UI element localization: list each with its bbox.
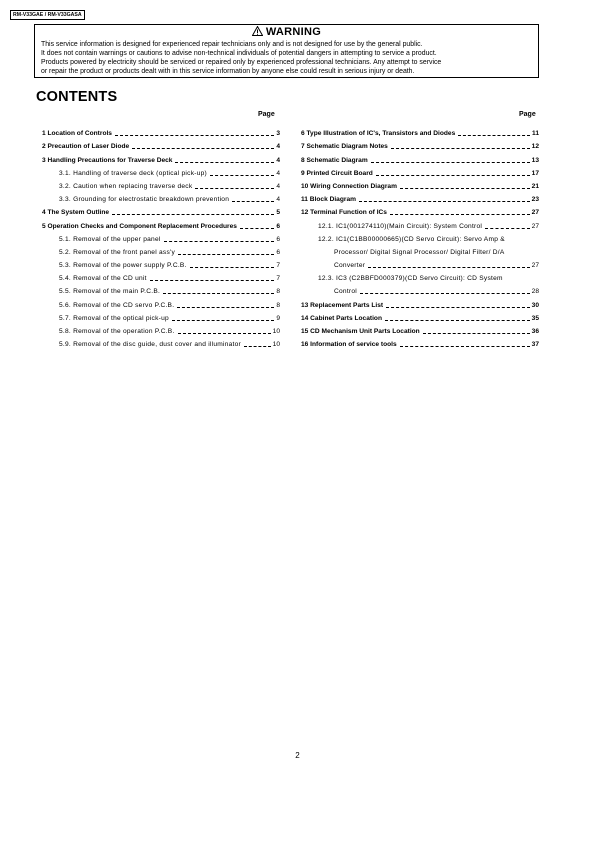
- toc-entry-page: 6: [276, 248, 280, 256]
- toc-entry[interactable]: [301, 126, 539, 139]
- toc-entry-page: 27: [531, 262, 539, 270]
- toc-leader-dots: [240, 228, 274, 229]
- page-header-right: Page: [519, 111, 536, 118]
- toc-entry-page: 4: [276, 196, 280, 204]
- page-header-left: Page: [258, 111, 275, 118]
- toc-entry[interactable]: [301, 311, 539, 324]
- toc-leader-dots: [458, 135, 530, 136]
- toc-entry[interactable]: [42, 258, 280, 271]
- toc-leader-dots: [359, 201, 530, 202]
- toc-entry-title: 13 Replacement Parts List: [301, 301, 384, 309]
- toc-leader-dots: [244, 346, 271, 347]
- toc-entry-title: 3 Handling Precautions for Traverse Deck: [42, 156, 173, 164]
- toc-leader-dots: [210, 175, 274, 176]
- toc-entry-title: 15 CD Mechanism Unit Parts Location: [301, 328, 420, 335]
- warning-header: [35, 26, 538, 38]
- toc-entry-title: 16 Information of service tools: [301, 341, 397, 349]
- toc-entry-title: 12.3. IC3 (C2BBFD000379)(CD Servo Circuit): CD System: [318, 275, 503, 283]
- toc-entry[interactable]: [42, 218, 280, 231]
- toc-entry-title: 14 Cabinet Parts Location: [301, 314, 382, 322]
- toc-entry-title: 2 Precaution of Laser Diode: [42, 143, 130, 151]
- toc-leader-dots: [368, 267, 529, 268]
- toc-entry-title: 3.1. Handling of traverse deck (optical pick-up): [59, 169, 207, 177]
- toc-entry[interactable]: [42, 205, 280, 218]
- toc-entry[interactable]: [301, 324, 539, 337]
- toc-entry-title: 12.2. IC1(C1BB00000665)(CD Servo Circuit): Servo Amp &: [318, 235, 505, 243]
- toc-entry[interactable]: [42, 337, 280, 350]
- warning-triangle-icon: [252, 26, 263, 36]
- toc-entry-title: 3.3. Grounding for electrostatic breakdown prevention: [59, 196, 230, 204]
- toc-entry-page: 27: [531, 209, 539, 217]
- toc-leader-dots: [400, 188, 530, 189]
- toc-entry[interactable]: [42, 179, 280, 192]
- page-number: 2: [295, 751, 300, 760]
- toc-entry[interactable]: [301, 284, 539, 297]
- toc-entry[interactable]: [42, 166, 280, 179]
- toc-leader-dots: [391, 148, 530, 149]
- toc-entry-page: 36: [531, 328, 539, 335]
- toc-entry[interactable]: [301, 271, 539, 284]
- toc-leader-dots: [386, 307, 530, 308]
- toc-leader-dots: [376, 175, 530, 176]
- toc-entry-title: 5.6. Removal of the CD servo P.C.B.: [59, 301, 175, 309]
- toc-entry-title: 12.1. IC1(001274110)(Main Circuit): System Control: [318, 222, 483, 230]
- toc-entry-page: 27: [531, 222, 539, 230]
- toc-entry-page: 4: [276, 169, 280, 177]
- toc-entry-page: 3: [276, 130, 280, 138]
- toc-entry-title: 4 The System Outline: [42, 209, 110, 217]
- toc-leader-dots: [150, 280, 275, 281]
- toc-entry-page: 10: [272, 328, 280, 335]
- toc-leader-dots: [132, 148, 274, 149]
- toc-entry[interactable]: [301, 218, 539, 231]
- toc-entry-title: Processor/ Digital Signal Processor/ Digital Filter/ D/A: [334, 248, 505, 256]
- toc-leader-dots: [115, 135, 274, 136]
- toc-entry-page: 11: [532, 130, 539, 138]
- warning-line: This service information is designed for experienced repair technicians only and is not designed for use by the general public.: [41, 41, 423, 48]
- contents-title: CONTENTS: [36, 89, 118, 105]
- toc-entry-page: 7: [276, 262, 280, 270]
- toc-entry-page: 30: [531, 301, 539, 309]
- toc-leader-dots: [175, 162, 274, 163]
- toc-leader-dots: [195, 188, 274, 189]
- toc-entry-title: 5.1. Removal of the upper panel: [59, 235, 161, 243]
- warning-text: [41, 40, 534, 76]
- toc-entry-title: 5.3. Removal of the power supply P.C.B.: [59, 262, 187, 270]
- toc-entry-page: 6: [276, 235, 280, 243]
- toc-entry[interactable]: [301, 337, 539, 350]
- toc-entry[interactable]: [301, 297, 539, 310]
- toc-entry-title: Control: [334, 288, 358, 296]
- toc-entry-title: 6 Type Illustration of IC's, Transistors and Diodes: [301, 130, 456, 138]
- toc-entry[interactable]: [301, 258, 539, 271]
- toc-leader-dots: [164, 241, 275, 242]
- toc-entry-page: 13: [531, 156, 539, 164]
- toc-entry[interactable]: [301, 192, 539, 205]
- toc-entry-page: 4: [276, 182, 280, 190]
- toc-entry-page: 12: [531, 143, 539, 151]
- toc-entry[interactable]: [301, 205, 539, 218]
- toc-leader-dots: [232, 201, 274, 202]
- toc-entry[interactable]: [301, 152, 539, 165]
- toc-leader-dots: [177, 307, 274, 308]
- toc-entry-title: 3.2. Caution when replacing traverse deck: [59, 182, 193, 190]
- toc-entry-page: 10: [272, 341, 280, 349]
- toc-entry[interactable]: [42, 271, 280, 284]
- toc-entry-title: 7 Schematic Diagram Notes: [301, 143, 388, 151]
- toc-left-column: [42, 126, 280, 350]
- toc-entry[interactable]: [42, 311, 280, 324]
- toc-entry-page: 7: [276, 275, 280, 283]
- toc-leader-dots: [178, 333, 271, 334]
- toc-entry[interactable]: [301, 139, 539, 152]
- toc-leader-dots: [190, 267, 275, 268]
- toc-leader-dots: [385, 320, 530, 321]
- toc-leader-dots: [423, 333, 530, 334]
- toc-entry[interactable]: [42, 297, 280, 310]
- warning-box: [34, 24, 539, 78]
- warning-line: It does not contain warnings or cautions to advise non-technical individuals of potential dangers in attempting to service a product.: [41, 50, 437, 57]
- toc-leader-dots: [400, 346, 530, 347]
- toc-entry[interactable]: [42, 139, 280, 152]
- toc-entry[interactable]: [42, 192, 280, 205]
- toc-leader-dots: [360, 293, 530, 294]
- warning-line: or repair the product or products dealt with in this service information by anyone else could result in serious injury or death.: [41, 68, 415, 75]
- toc-entry-title: 11 Block Diagram: [301, 196, 356, 204]
- toc-leader-dots: [112, 214, 274, 215]
- toc-entry[interactable]: [301, 166, 539, 179]
- toc-entry-page: 4: [276, 143, 280, 151]
- toc-entry-page: 28: [531, 288, 539, 296]
- toc-entry[interactable]: [42, 152, 280, 165]
- toc-entry-title: 1 Location of Controls: [42, 130, 112, 138]
- toc-entry[interactable]: [42, 232, 280, 245]
- toc-entry-title: 8 Schematic Diagram: [301, 156, 368, 164]
- toc-entry[interactable]: [301, 232, 539, 245]
- toc-leader-dots: [172, 320, 274, 321]
- toc-entry-page: 6: [276, 222, 280, 230]
- toc-leader-dots: [390, 214, 530, 215]
- toc-entry-title: 5.4. Removal of the CD unit: [59, 275, 147, 283]
- toc-entry-page: 5: [276, 209, 280, 217]
- toc-entry-page: 21: [531, 182, 539, 190]
- model-tag: RM-V33GAE / RM-V33GASA: [10, 10, 85, 20]
- toc-entry-title: 5.5. Removal of the main P.C.B.: [59, 288, 161, 296]
- toc-entry-page: 23: [531, 196, 539, 204]
- toc-entry-page: 35: [531, 314, 539, 322]
- toc-entry[interactable]: [42, 324, 280, 337]
- toc-entry-page: 37: [531, 341, 539, 349]
- toc-entry[interactable]: [42, 284, 280, 297]
- toc-leader-dots: [371, 162, 530, 163]
- toc-entry-page: 4: [276, 156, 280, 164]
- toc-entry-title: 12 Terminal Function of ICs: [301, 209, 387, 217]
- toc-entry-page: 8: [276, 288, 280, 296]
- toc-leader-dots: [485, 228, 530, 229]
- toc-leader-dots: [163, 293, 274, 294]
- warning-line: Products powered by electricity should be serviced or repaired only by experienced professional technicians. Any attempt to service: [41, 59, 442, 66]
- toc-entry-page: 9: [276, 314, 280, 322]
- warning-title: WARNING: [265, 26, 322, 38]
- toc-entry[interactable]: [301, 179, 539, 192]
- toc-entry-page: 8: [276, 301, 280, 309]
- toc-entry-title: 5.9. Removal of the disc guide, dust cover and illuminator: [59, 341, 241, 349]
- toc-leader-dots: [178, 254, 274, 255]
- toc-right-column: [301, 126, 539, 350]
- toc-entry[interactable]: [42, 245, 280, 258]
- toc-entry-title: 5 Operation Checks and Component Replacement Procedures: [42, 222, 237, 230]
- toc-entry[interactable]: [301, 245, 539, 258]
- toc-entry-title: 10 Wiring Connection Diagram: [301, 182, 397, 190]
- toc-entry-page: 17: [531, 169, 539, 177]
- toc-entry-title: Converter: [334, 262, 366, 270]
- toc-entry[interactable]: [42, 126, 280, 139]
- toc-entry-title: 9 Printed Circuit Board: [301, 169, 373, 177]
- toc-entry-title: 5.7. Removal of the optical pick-up: [59, 314, 169, 322]
- toc-entry-title: 5.2. Removal of the front panel ass'y: [59, 248, 176, 256]
- toc-entry-title: 5.8. Removal of the operation P.C.B.: [59, 328, 175, 335]
